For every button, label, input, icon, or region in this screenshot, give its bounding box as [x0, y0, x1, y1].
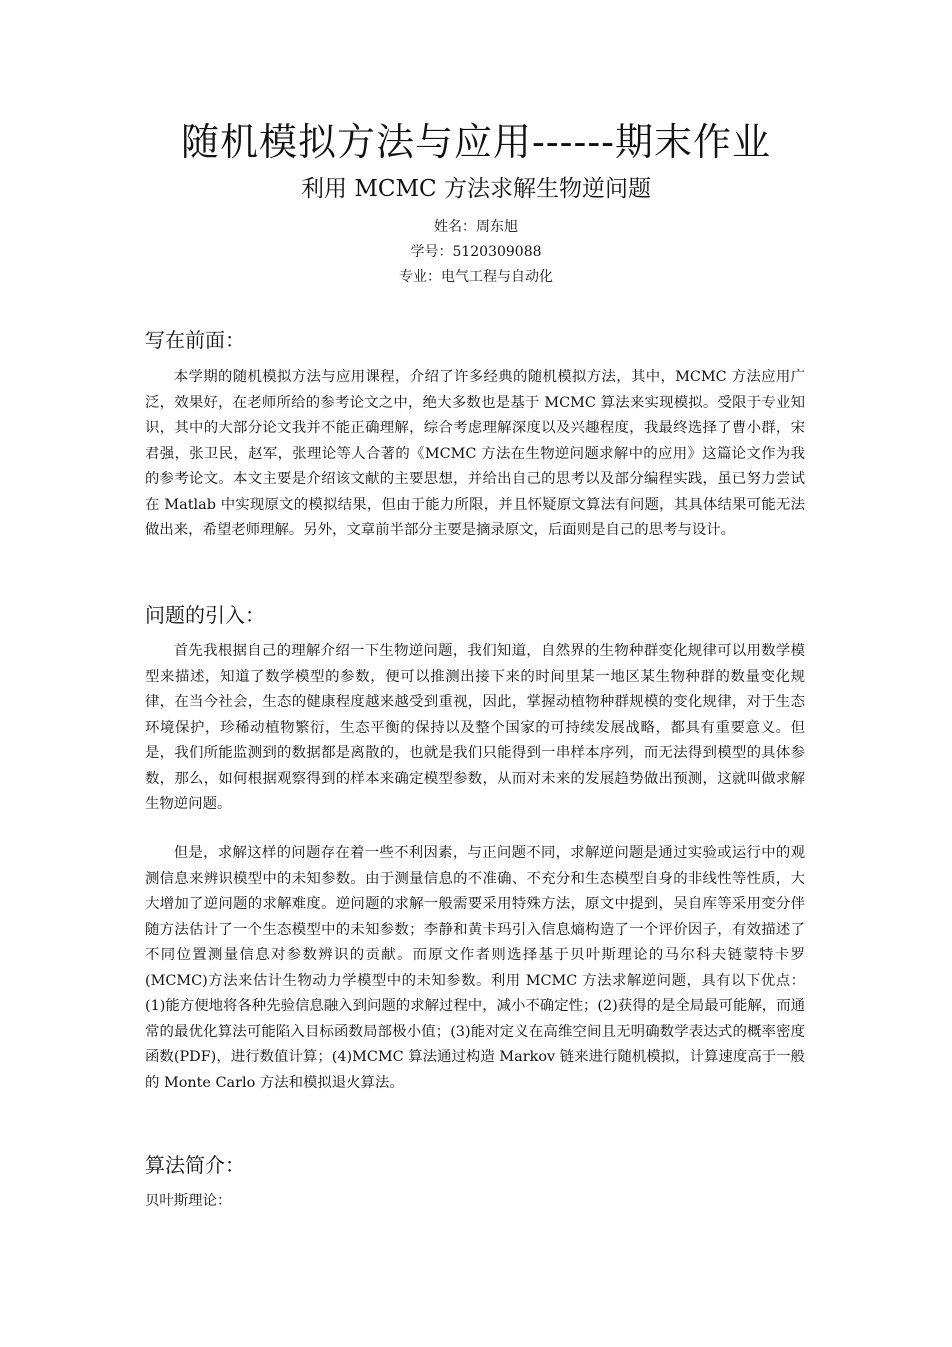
preface-paragraph: 本学期的随机模拟方法与应用课程，介绍了许多经典的随机模拟方法，其中，MCMC 方法应用广泛，效果好，在老师所给的参考论文之中，绝大多数也是基于 MCMC 算法来实现模拟。受限于专业知识，其中的大部分论文我并不能正确理解，综合考虑理解深度以及兴趣程度，我最终选择了曹小群，宋君强，张卫民，赵军，张理论等人合著的《MCMC 方法在生物逆问题求解中的应用》这篇论文作为我的参考论文。本文主要是介绍该文献的主要思想，并给出自己的思考以及部分编程实践，虽已努力尝试在 Matlab 中实现原文的模拟结果，但由于能力所限，并且怀疑原文算法有问题，其具体结果可能无法做出来，希望老师理解。另外，文章前半部分主要是摘录原文，后面则是自己的思考与设计。	[145, 369, 805, 538]
intro-paragraph-1: 首先我根据自己的理解介绍一下生物逆问题，我们知道，自然界的生物种群变化规律可以用数学模型来描述，知道了数学模型的参数，便可以推测出接下来的时间里某一地区某生物种群的数量变化规律，在当今社会，生态的健康程度越来越受到重视，因此，掌握动植物种群规模的变化规律，对于生态环境保护，珍稀动植物繁衍，生态平衡的保持以及整个国家的可持续发展战略，都具有重要意义。但是，我们所能监测到的数据都是离散的，也就是我们只能得到一串样本序列，而无法得到模型的具体参数，那么，如何根据观察得到的样本来确定模型参数，从而对未来的发展趋势做出预测，这就叫做求解生物逆问题。	[145, 643, 805, 812]
bayes-subheading: 贝叶斯理论：	[145, 1193, 232, 1209]
document-subtitle: 利用 MCMC 方法求解生物逆问题	[301, 176, 651, 202]
student-id: 学号：5120309088	[410, 244, 542, 260]
author-name: 姓名：周东旭	[434, 219, 518, 235]
intro-heading: 问题的引入：	[145, 603, 265, 627]
intro-paragraph-2: 但是，求解这样的问题存在着一些不利因素，与正问题不同，求解逆问题是通过实验或运行中的观测信息来辨识模型中的未知参数。由于测量信息的不准确、不充分和生态模型自身的非线性等性质，大大增加了逆问题的求解难度。逆问题的求解一般需要采用特殊方法，原文中提到，吴自库等采用变分伴随方法估计了一个生态模型中的未知参数；李静和黄卡玛引入信息熵构造了一个评价因子，有效描述了不同位置测量信息对参数辨识的贡献。而原文作者则选择基于贝叶斯理论的马尔科夫链蒙特卡罗(MCMC)方法来估计生物动力学模型中的未知参数。利用 MCMC 方法求解逆问题，具有以下优点：(1)能方便地将各种先验信息融入到问题的求解过程中，减小不确定性；(2)获得的是全局最可能解，而通常的最优化算法可能陷入目标函数局部极小值；(3)能对定义在高维空间且无明确数学表达式的概率密度函数(PDF)，进行数值计算；(4)MCMC 算法通过构造 Markov 链来进行随机模拟，计算速度高于一般的 Monte Carlo 方法和模拟退火算法。	[145, 845, 805, 1091]
algorithm-heading: 算法简介：	[145, 1153, 245, 1177]
document-title: 随机模拟方法与应用------期末作业	[180, 120, 772, 164]
author-major: 专业：电气工程与自动化	[399, 269, 553, 285]
preface-heading: 写在前面：	[145, 328, 245, 352]
